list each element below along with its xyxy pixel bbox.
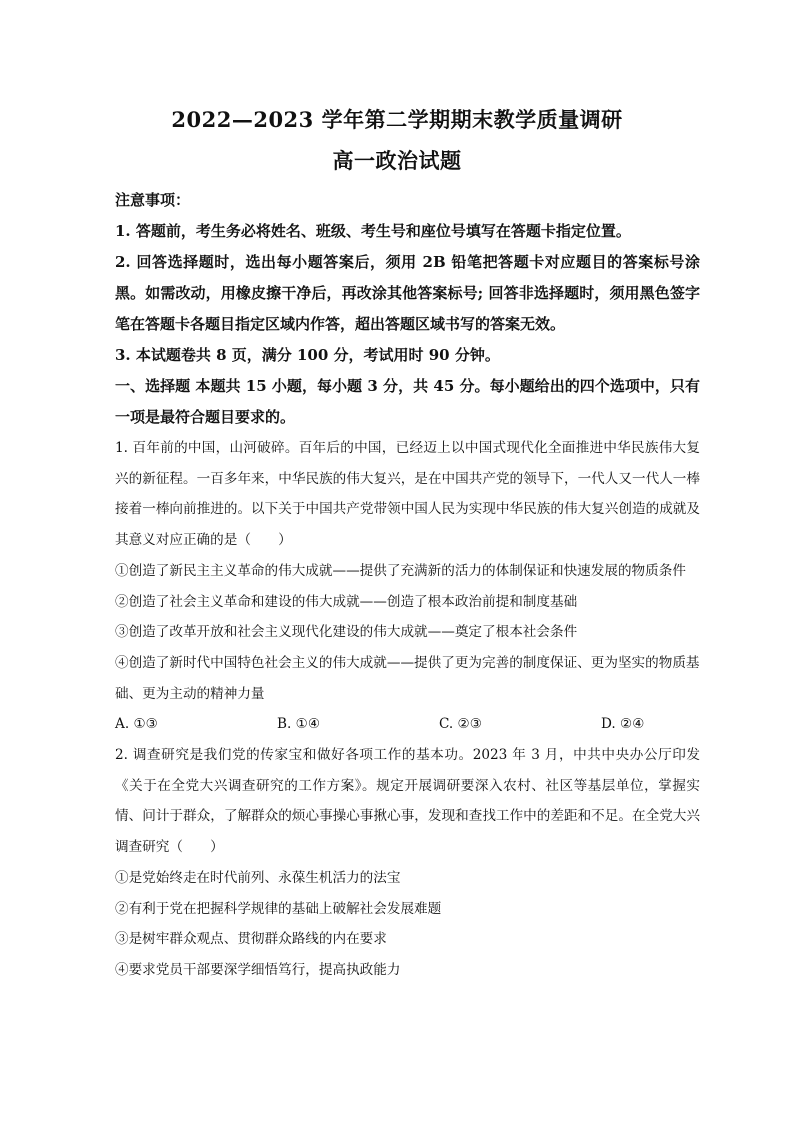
choice-a: A. ①③ [115,716,158,733]
choice-c: C. ②③ [439,716,482,733]
question-option: ④要求党员干部要深学细悟笃行，提高执政能力 [115,961,401,978]
question-stem: 2. 调查研究是我们党的传家宝和做好各项工作的基本功。2023 年 3 月，中共中央办公厅印发《关于在全党大兴调查研究的工作方案》。规定开展调研要深入农村、社区等基层单位，掌握实情、问计于群众，了解群众的烦心事操心事揪心事，发现和查找工作中的差距和不足。在全党大兴调查研究（ ） [115,747,700,856]
notice-item: 3. 本试题卷共 8 页，满分 100 分，考试用时 90 分钟。 [115,346,500,364]
question-option: ③创造了改革开放和社会主义现代化建设的伟大成就——奠定了根本社会条件 [115,624,578,641]
question-option: ①创造了新民主主义革命的伟大成就——提供了充满新的活力的体制保证和快速发展的物质条件 [115,562,686,579]
question-stem: 1. 百年前的中国，山河破碎。百年后的中国，已经迈上以中国式现代化全面推进中华民族伟大复兴的新征程。一百多年来，中华民族的伟大复兴，是在中国共产党的领导下，一代人又一代人一棒接着一棒向前推进的。以下关于中国共产党带领中国人民为实现中华民族的伟大复兴创造的成就及其意义对应正确的是（ ） [115,440,700,549]
choice-d: D. ②④ [601,716,645,733]
exam-content [115,185,700,986]
section-heading: 一、选择题 本题共 15 小题，每小题 3 分，共 45 分。每小题给出的四个选项中，只有一项是最符合题目要求的。 [115,377,700,426]
notice-item: 1. 答题前，考生务必将姓名、班级、考生号和座位号填写在答题卡指定位置。 [115,222,631,240]
notice-heading: 注意事项： [115,191,191,209]
question-option: ②创造了社会主义革命和建设的伟大成就——创造了根本政治前提和制度基础 [115,593,578,610]
page-title: 2022—2023 学年第二学期期末教学质量调研 [171,107,623,132]
question-option: ①是党始终走在时代前列、永葆生机活力的法宝 [115,869,401,886]
question-option: ③是树牢群众观点、贯彻群众路线的内在要求 [115,931,387,948]
question-option: ④创造了新时代中国特色社会主义的伟大成就——提供了更为完善的制度保证、更为坚实的物质基础、更为主动的精神力量 [115,654,700,702]
question-option: ②有利于党在把握科学规律的基础上破解社会发展难题 [115,900,442,917]
choice-b: B. ①④ [277,716,321,733]
page-subtitle: 高一政治试题 [332,148,462,173]
answer-choices [115,709,700,740]
notice-item: 2. 回答选择题时，选出每小题答案后，须用 2B 铅笔把答题卡对应题目的答案标号涂黑。如需改动，用橡皮擦干净后，再改涂其他答案标号; 回答非选择题时，须用黑色签字笔在答题卡各题目指定区域内作答，超出答题区域书写的答案无效。 [115,253,700,333]
